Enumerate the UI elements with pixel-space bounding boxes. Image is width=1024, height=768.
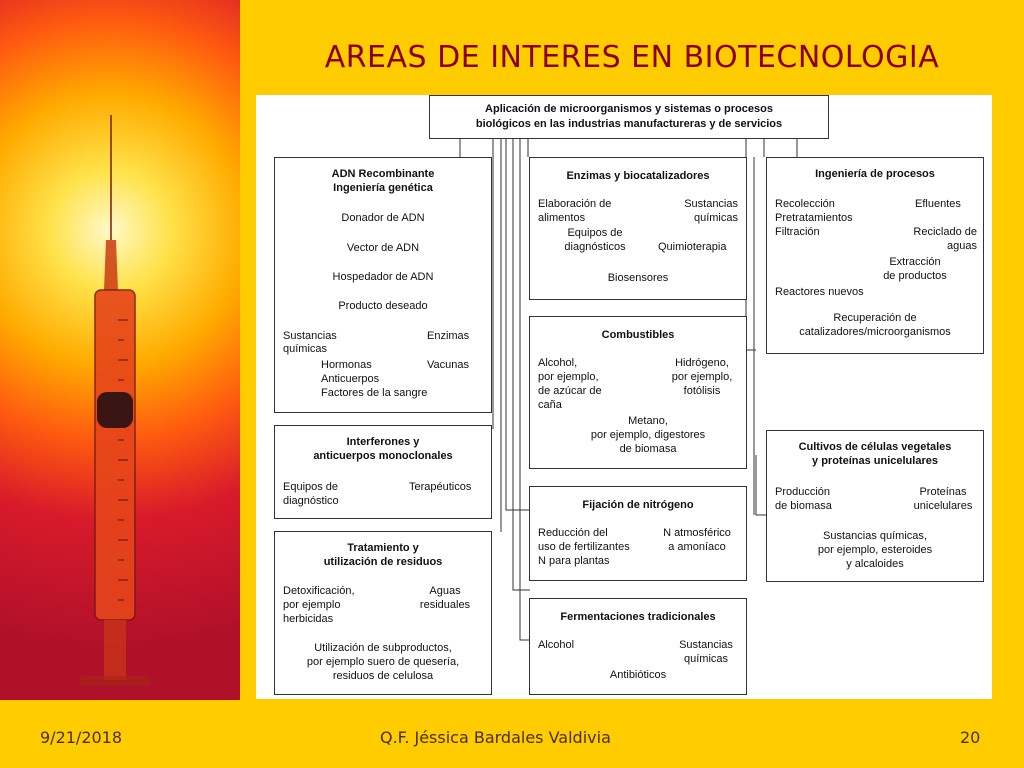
residuos-box bbox=[274, 531, 492, 695]
combustibles-alcohol-1: Alcohol, bbox=[538, 357, 578, 369]
combustibles-alcohol-3: de azúcar de bbox=[538, 385, 602, 397]
nitrogeno-red-1: Reducción del bbox=[538, 527, 608, 539]
adn-sustancias-2: químicas bbox=[283, 343, 328, 355]
cultivos-sust-3: y alcaloides bbox=[846, 558, 904, 570]
slide-title: AREAS DE INTERES EN BIOTECNOLOGIA bbox=[324, 40, 940, 75]
combustibles-hidro-1: Hidrógeno, bbox=[675, 357, 729, 369]
root-line-1: Aplicación de microorganismos y sistemas o procesos bbox=[485, 103, 773, 115]
residuos-util-3: residuos de celulosa bbox=[332, 670, 434, 682]
adn-enzimas: Enzimas bbox=[427, 330, 470, 342]
cultivos-box bbox=[766, 430, 984, 582]
nitrogeno-atm-1: N atmosférico bbox=[663, 527, 731, 539]
adn-vacunas: Vacunas bbox=[427, 359, 469, 371]
residuos-detox-2: por ejemplo bbox=[283, 599, 341, 611]
biotech-diagram bbox=[256, 95, 992, 699]
cultivos-sust-1: Sustancias químicas, bbox=[823, 530, 927, 542]
residuos-detox-1: Detoxificación, bbox=[283, 585, 355, 597]
fermentaciones-sust-1: Sustancias bbox=[679, 639, 733, 651]
procesos-reciclado-2: aguas bbox=[947, 240, 977, 252]
enzimas-sust-1: Sustancias bbox=[684, 198, 738, 210]
procesos-recoleccion: Recolección bbox=[775, 198, 835, 210]
adn-box bbox=[274, 157, 492, 413]
combustibles-title: Combustibles bbox=[601, 329, 675, 341]
enzimas-elab-1: Elaboración de bbox=[538, 198, 612, 210]
enzimas-equipos-1: Equipos de bbox=[567, 227, 623, 239]
adn-hormonas: Hormonas bbox=[321, 359, 372, 371]
residuos-title-1: Tratamiento y bbox=[347, 542, 419, 554]
residuos-detox-3: herbicidas bbox=[283, 613, 334, 625]
fermentaciones-sust-2: químicas bbox=[683, 653, 729, 665]
enzimas-equipos-2: diagnósticos bbox=[564, 241, 626, 253]
enzimas-quimio: Quimioterapia bbox=[658, 241, 727, 253]
footer-author: Q.F. Jéssica Bardales Valdivia bbox=[380, 728, 611, 747]
interferones-terapeuticos: Terapéuticos bbox=[409, 481, 472, 493]
combustibles-box bbox=[529, 316, 747, 469]
procesos-recup-1: Recuperación de bbox=[833, 312, 917, 324]
residuos-aguas-1: Aguas bbox=[429, 585, 461, 597]
cultivos-prot-2: unicelulares bbox=[913, 500, 973, 512]
enzimas-box bbox=[529, 157, 747, 300]
cultivos-prot-1: Proteínas bbox=[919, 486, 967, 498]
cultivos-prod-2: de biomasa bbox=[775, 500, 832, 512]
enzimas-sust-2: químicas bbox=[693, 212, 738, 224]
residuos-util-2: por ejemplo suero de quesería, bbox=[306, 656, 460, 668]
interferones-title-2: anticuerpos monoclonales bbox=[313, 450, 453, 462]
adn-producto: Producto deseado bbox=[338, 300, 428, 312]
cultivos-prod-1: Producción bbox=[775, 486, 831, 498]
combustibles-metano-1: Metano, bbox=[628, 415, 668, 427]
procesos-reciclado-1: Reciclado de bbox=[913, 226, 977, 238]
procesos-filtracion: Filtración bbox=[775, 226, 820, 238]
root-box bbox=[429, 95, 829, 139]
cultivos-title-1: Cultivos de células vegetales bbox=[798, 441, 952, 453]
procesos-title: Ingeniería de procesos bbox=[815, 168, 935, 180]
procesos-extraccion-2: de productos bbox=[883, 270, 947, 282]
interferones-equipos-1: Equipos de bbox=[283, 481, 339, 493]
procesos-recup-2: catalizadores/microorganismos bbox=[799, 326, 951, 338]
procesos-pretrat: Pretratamientos bbox=[775, 212, 853, 224]
root-line-2: biológicos en las industrias manufactureras y de servicios bbox=[475, 118, 783, 130]
procesos-extraccion-1: Extracción bbox=[889, 256, 941, 268]
background-image-panel bbox=[0, 0, 240, 700]
combustibles-hidro-2: por ejemplo, bbox=[671, 371, 733, 383]
residuos-util-1: Utilización de subproductos, bbox=[314, 642, 452, 654]
procesos-reactores: Reactores nuevos bbox=[775, 286, 864, 298]
enzimas-elab-2: alimentos bbox=[538, 212, 586, 224]
interferones-equipos-2: diagnóstico bbox=[283, 495, 339, 507]
syringe-image bbox=[0, 0, 240, 700]
procesos-efluentes: Efluentes bbox=[915, 198, 961, 210]
adn-donador: Donador de ADN bbox=[341, 212, 425, 224]
fermentaciones-title: Fermentaciones tradicionales bbox=[560, 611, 716, 623]
fermentaciones-antibioticos: Antibióticos bbox=[609, 669, 667, 681]
interferones-box bbox=[274, 425, 492, 519]
combustibles-metano-3: de biomasa bbox=[619, 443, 677, 455]
combustibles-hidro-3: fotólisis bbox=[683, 385, 721, 397]
footer-page-number: 20 bbox=[960, 728, 981, 747]
combustibles-alcohol-2: por ejemplo, bbox=[538, 371, 599, 383]
procesos-box bbox=[766, 157, 984, 354]
nitrogeno-red-3: N para plantas bbox=[538, 555, 610, 567]
enzimas-biosensores: Biosensores bbox=[607, 272, 669, 284]
interferones-title-1: Interferones y bbox=[346, 436, 420, 448]
nitrogeno-box bbox=[529, 486, 747, 581]
fermentaciones-alcohol: Alcohol bbox=[538, 639, 575, 651]
cultivos-sust-2: por ejemplo, esteroides bbox=[817, 544, 933, 556]
adn-title-1: ADN Recombinante bbox=[331, 168, 435, 180]
adn-factores: Factores de la sangre bbox=[321, 387, 428, 399]
adn-vector: Vector de ADN bbox=[346, 242, 420, 254]
fermentaciones-box bbox=[529, 598, 747, 695]
adn-sustancias-1: Sustancias bbox=[283, 330, 337, 342]
nitrogeno-atm-2: a amoníaco bbox=[668, 541, 726, 553]
adn-anticuerpos: Anticuerpos bbox=[321, 373, 380, 385]
combustibles-metano-2: por ejemplo, digestores bbox=[590, 429, 706, 441]
footer-date: 9/21/2018 bbox=[40, 728, 123, 747]
residuos-aguas-2: residuales bbox=[419, 599, 471, 611]
nitrogeno-red-2: uso de fertilizantes bbox=[538, 541, 630, 553]
residuos-title-2: utilización de residuos bbox=[323, 556, 443, 568]
cultivos-title-2: y proteínas unicelulares bbox=[812, 455, 938, 467]
adn-hospedador: Hospedador de ADN bbox=[332, 271, 434, 283]
adn-title-2: Ingeniería genética bbox=[333, 182, 433, 194]
nitrogeno-title: Fijación de nitrógeno bbox=[582, 499, 694, 511]
combustibles-alcohol-4: caña bbox=[538, 399, 562, 411]
enzimas-title: Enzimas y biocatalizadores bbox=[566, 170, 710, 182]
